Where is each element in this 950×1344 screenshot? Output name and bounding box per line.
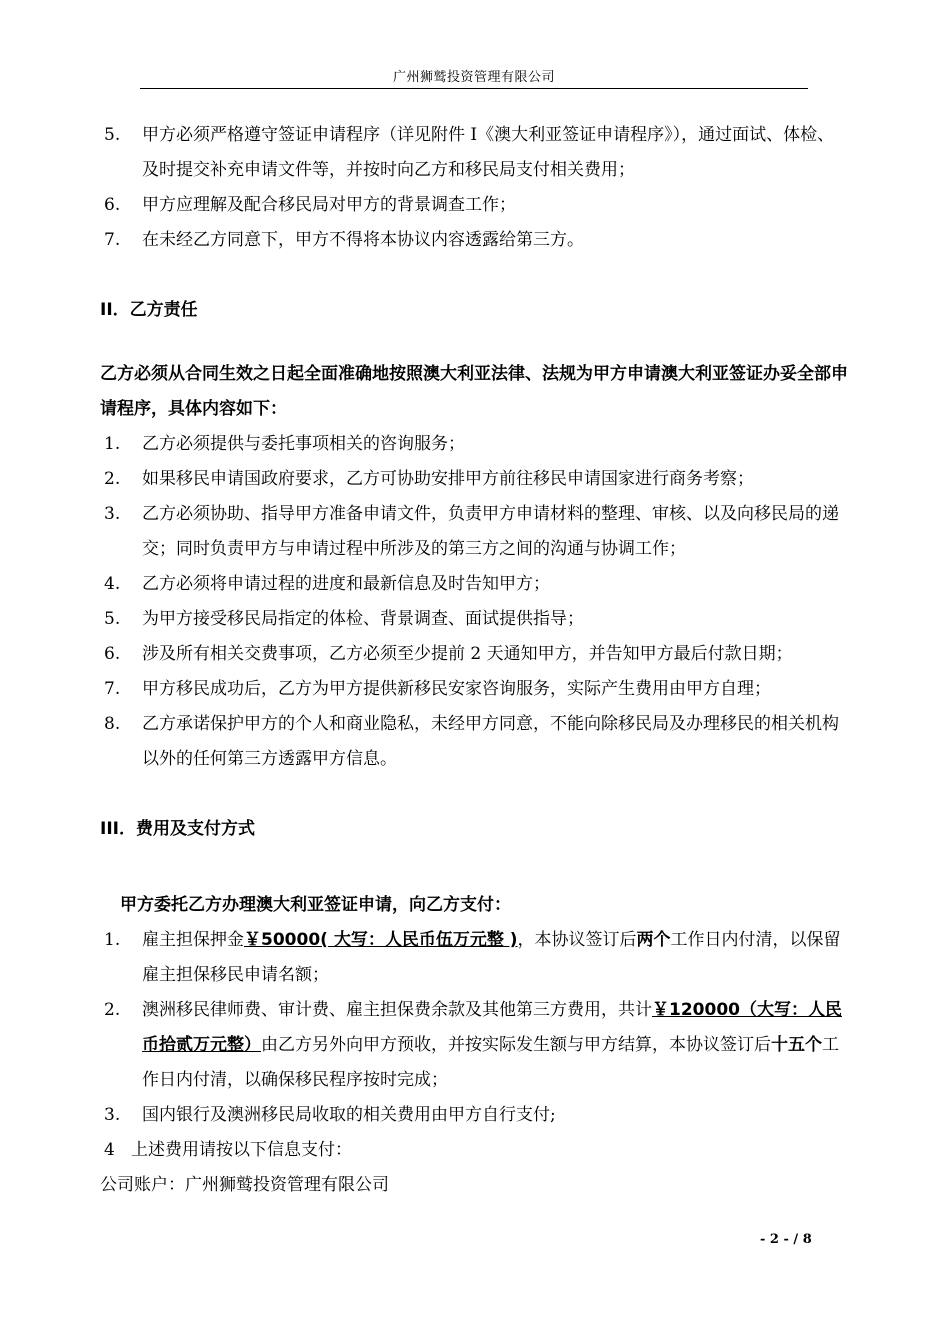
list-item — [100, 672, 850, 707]
section-title-fees: III．费用及支付方式 — [100, 819, 255, 839]
list-item — [100, 923, 850, 993]
item-number: 8. — [104, 714, 121, 734]
list-item — [100, 497, 850, 567]
company-account: 公司账户：广州狮鹫投资管理有限公司 — [100, 1175, 389, 1195]
item-text: 涉及所有相关交费事项，乙方必须至少提前 2 天通知甲方，并告知甲方最后付款日期； — [142, 644, 793, 664]
item-text: 工作日内付清，以确保移民程序按时完成； — [142, 1035, 839, 1090]
item-number: 7. — [104, 230, 121, 250]
item-text: 澳洲移民律师费、审计费、雇主担保费余款及其他第三方费用，共计 — [142, 1000, 652, 1020]
item-text: 上述费用请按以下信息支付： — [131, 1140, 352, 1160]
item-number: 1. — [104, 930, 121, 950]
item-number: 5. — [104, 125, 121, 145]
deadline-days: 十五个 — [771, 1035, 822, 1055]
item-number: 3. — [104, 504, 121, 524]
item-text: 在未经乙方同意下，甲方不得将本协议内容透露给第三方。 — [142, 230, 584, 250]
item-text: 由乙方另外向甲方预收，并按实际发生额与甲方结算，本协议签订后 — [261, 1035, 771, 1055]
item-number: 6. — [104, 195, 121, 215]
list-item — [100, 602, 850, 637]
item-text: 国内银行及澳洲移民局收取的相关费用由甲方自行支付; — [142, 1105, 556, 1125]
item-text: 甲方移民成功后，乙方为甲方提供新移民安家咨询服务，实际产生费用由甲方自理； — [142, 679, 771, 699]
item-number: 3. — [104, 1105, 121, 1125]
document-body — [100, 118, 850, 1203]
list-item — [100, 707, 850, 777]
item-number: 2. — [104, 469, 121, 489]
list-item — [100, 993, 850, 1098]
page-header: 广州狮鹫投资管理有限公司 — [392, 70, 555, 85]
item-text: 甲方必须严格遵守签证申请程序（详见附件 I《澳大利亚签证申请程序》），通过面试、体检、及时提交补充申请文件等，并按时向乙方和移民局支付相关费用； — [142, 125, 835, 180]
list-item — [100, 223, 850, 258]
section-title-party-b: II．乙方责任 — [100, 300, 198, 320]
item-text: 乙方必须提供与委托事项相关的咨询服务； — [142, 434, 465, 454]
item-text: 乙方承诺保护甲方的个人和商业隐私，未经甲方同意，不能向除移民局及办理移民的相关机构以外的任何第三方透露甲方信息。 — [142, 714, 839, 769]
item-number: 1. — [104, 434, 121, 454]
list-item — [100, 1098, 850, 1133]
item-number: 4. — [104, 574, 121, 594]
list-item — [100, 567, 850, 602]
item-text: 雇主担保押金 — [142, 930, 244, 950]
list-item — [100, 188, 850, 223]
deposit-amount: ￥50000( 大写：人民币伍万元整 ) — [244, 930, 518, 950]
list-item — [100, 427, 850, 462]
list-item — [100, 1133, 850, 1168]
item-number: 2. — [104, 1000, 121, 1020]
list-item — [100, 118, 850, 188]
item-text: ，本协议签订后 — [517, 930, 637, 950]
item-text: 工作日内付清，以保留雇主担保移民申请名额； — [142, 930, 841, 985]
item-text: 为甲方接受移民局指定的体检、背景调查、面试提供指导； — [142, 609, 584, 629]
list-item — [100, 462, 850, 497]
item-text: 如果移民申请国政府要求，乙方可协助安排甲方前往移民申请国家进行商务考察； — [142, 469, 754, 489]
header-rule — [140, 88, 808, 89]
item-number: 6. — [104, 644, 121, 664]
list-item — [100, 637, 850, 672]
page-number: - 2 - / 8 — [760, 1232, 812, 1247]
section-intro-fees: 甲方委托乙方办理澳大利亚签证申请，向乙方支付： — [120, 895, 511, 915]
item-number: 5. — [104, 609, 121, 629]
item-text: 甲方应理解及配合移民局对甲方的背景调查工作； — [142, 195, 516, 215]
item-text: 乙方必须将申请过程的进度和最新信息及时告知甲方； — [142, 574, 550, 594]
item-text: 乙方必须协助、指导甲方准备申请文件，负责甲方申请材料的整理、审核、以及向移民局的递交；同时负责甲方与申请过程中所涉及的第三方之间的沟通与协调工作； — [142, 504, 839, 559]
fee-amount: ￥120000（大写：人民币拾贰万元整） — [142, 1000, 842, 1055]
section-intro-party-b: 乙方必须从合同生效之日起全面准确地按照澳大利亚法律、法规为甲方申请澳大利亚签证办妥全部申请程序，具体内容如下： — [100, 364, 848, 419]
item-number: 4 — [104, 1140, 115, 1160]
deadline-days: 两个 — [636, 930, 671, 950]
item-number: 7. — [104, 679, 121, 699]
